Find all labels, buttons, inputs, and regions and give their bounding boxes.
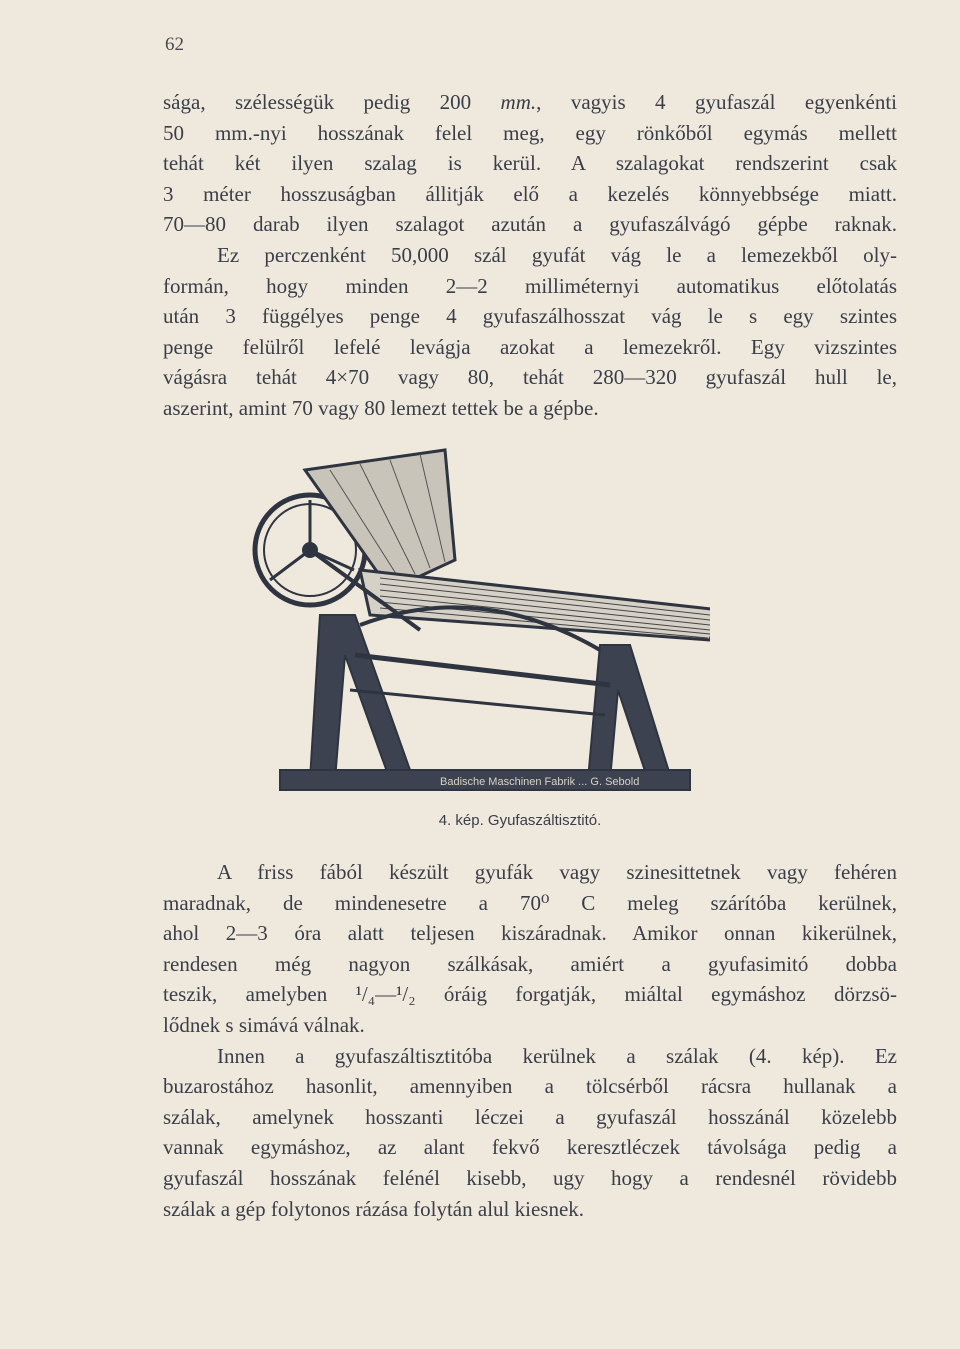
text-line: 3 méter hosszuságban állitják elő a kezelés könnyebbsége miatt. <box>163 181 897 206</box>
paragraph-top <box>163 87 897 424</box>
text-line: 50 mm.-nyi hosszának felel meg, egy rönkőből egymás mellett <box>163 120 897 145</box>
text-line: 70—80 darab ilyen szalagot azután a gyufaszálvágó gépbe raknak. <box>163 212 897 237</box>
text-line: aszerint, amint 70 vagy 80 lemezt tettek be a gépbe. <box>163 395 599 420</box>
text-line: sága, szélességük pedig 200 mm., vagyis 4 gyufaszál egyenkénti <box>163 90 897 114</box>
text-line: vágásra tehát 4×70 vagy 80, tehát 280—320 gyufaszál hull le, <box>163 365 897 390</box>
text-line: penge felülről lefelé levágja azokat a lemezekről. Egy vizszintes <box>163 334 897 359</box>
text-line: maradnak, de mindenesetre a 70⁰ C meleg szárítóba kerülnek, <box>163 890 897 915</box>
text-line: Innen a gyufaszáltisztitóba kerülnek a szálak (4. kép). Ez <box>217 1043 897 1068</box>
text-line: tehát két ilyen szalag is kerül. A szalagokat rendszerint csak <box>163 151 897 176</box>
text-line: után 3 függélyes penge 4 gyufaszálhosszat vág le s egy szintes <box>163 304 897 329</box>
text-line: A friss fából készült gyufák vagy szinesittetnek vagy fehéren <box>217 860 897 884</box>
maker-plate-text: Badische Maschinen Fabrik ... G. Sebold <box>440 776 640 788</box>
text-line: szálak, amelynek hosszanti léczei a gyufaszál hosszánál közelebb <box>163 1104 897 1129</box>
text-line: vannak egymáshoz, az alant fekvő keresztléczek távolsága pedig a <box>163 1135 897 1160</box>
page-number: 62 <box>165 34 184 55</box>
text-line: Ez perczenként 50,000 szál gyufát vág le a lemezekből oly- <box>217 242 897 267</box>
paragraph-bottom <box>163 857 897 1224</box>
match-cleaning-machine-illustration <box>250 440 710 810</box>
text-line: formán, hogy minden 2—2 milliméternyi automatikus előtolatás <box>163 273 897 298</box>
text-line: lődnek s simává válnak. <box>163 1012 365 1037</box>
text-line: buzarostához hasonlit, amennyiben a tölcsérből rácsra hullanak a <box>163 1074 897 1099</box>
text-line: teszik, amelyben ¹/₄—¹/₂ óráig forgatják, miáltal egymáshoz dörzsö- <box>163 982 897 1007</box>
text-line: szálak a gép folytonos rázása folytán alul kiesnek. <box>163 1196 585 1221</box>
text-line: gyufaszál hosszának felénél kisebb, ugy hogy a rendesnél rövidebb <box>163 1165 897 1190</box>
text-line: rendesen még nagyon szálkásak, amiért a gyufasimitó dobba <box>163 951 897 976</box>
figure-caption: 4. kép. Gyufaszáltisztitó. <box>438 812 602 829</box>
text-line: ahol 2—3 óra alatt teljesen kiszáradnak. Amikor onnan kikerülnek, <box>163 921 897 946</box>
